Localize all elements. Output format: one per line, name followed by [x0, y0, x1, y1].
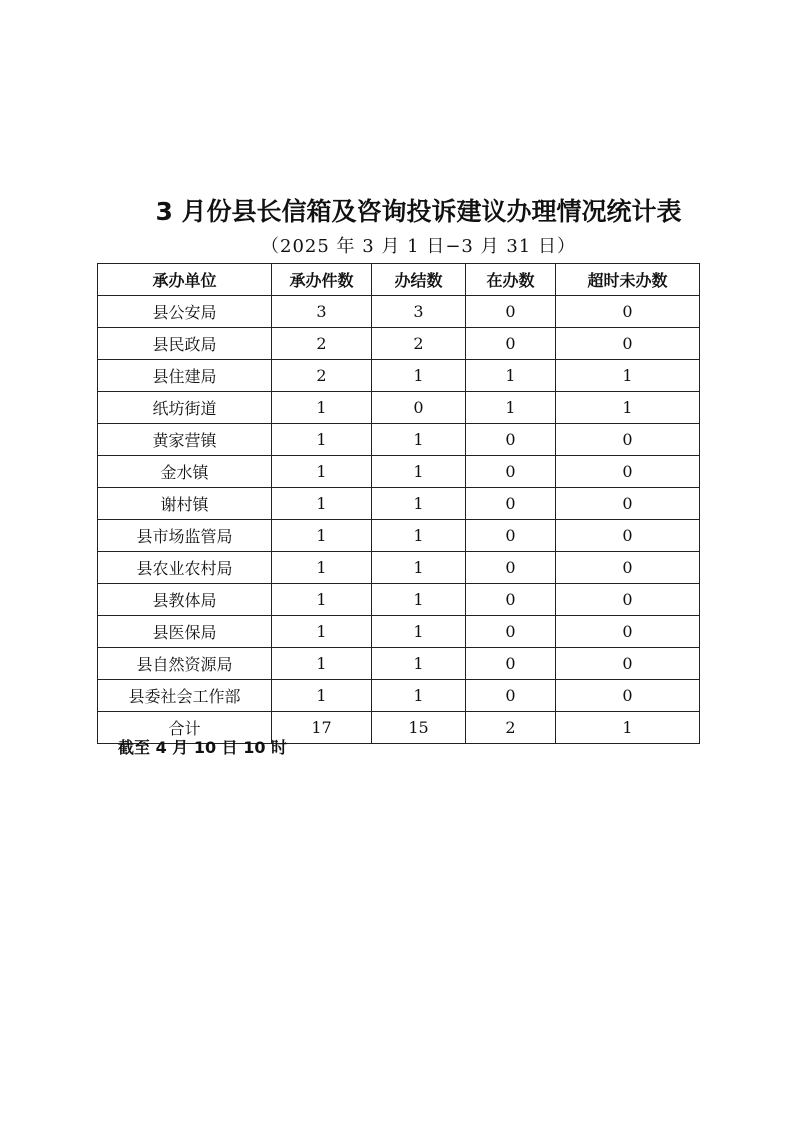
- header-received: 承办件数: [272, 264, 372, 296]
- table-row: [98, 392, 700, 424]
- cell-overdue: 0: [556, 520, 700, 552]
- cell-in-progress: 0: [466, 296, 556, 328]
- cell-received: 2: [272, 328, 372, 360]
- cell-unit: 县公安局: [98, 296, 272, 328]
- cell-overdue: 0: [556, 296, 700, 328]
- cell-unit: 县民政局: [98, 328, 272, 360]
- cell-overdue: 0: [556, 680, 700, 712]
- cell-unit: 谢村镇: [98, 488, 272, 520]
- cell-overdue: 0: [556, 552, 700, 584]
- cell-in-progress: 0: [466, 424, 556, 456]
- cell-unit: 县市场监管局: [98, 520, 272, 552]
- cell-received: 1: [272, 616, 372, 648]
- cell-completed: 2: [372, 328, 466, 360]
- cell-received: 1: [272, 648, 372, 680]
- header-in-progress: 在办数: [466, 264, 556, 296]
- total-label: 合计: [98, 712, 272, 744]
- cell-in-progress: 0: [466, 328, 556, 360]
- cell-in-progress: 0: [466, 488, 556, 520]
- cell-unit: 县农业农村局: [98, 552, 272, 584]
- cutoff-note: 截至 4 月 10 日 10 时: [118, 738, 288, 757]
- table-row: [98, 488, 700, 520]
- cell-completed: 1: [372, 424, 466, 456]
- table-row: [98, 680, 700, 712]
- cell-received: 1: [272, 424, 372, 456]
- total-received: 17: [272, 712, 372, 744]
- cell-overdue: 0: [556, 456, 700, 488]
- cell-in-progress: 1: [466, 360, 556, 392]
- header-unit: 承办单位: [98, 264, 272, 296]
- table-row: [98, 648, 700, 680]
- date-range: （2025 年 3 月 1 日−3 月 31 日）: [261, 236, 576, 257]
- cell-received: 1: [272, 680, 372, 712]
- statistics-table: [97, 263, 700, 744]
- total-in-progress: 2: [466, 712, 556, 744]
- total-overdue: 1: [556, 712, 700, 744]
- table-row: [98, 520, 700, 552]
- cell-received: 2: [272, 360, 372, 392]
- cell-in-progress: 0: [466, 520, 556, 552]
- cell-in-progress: 0: [466, 648, 556, 680]
- cell-unit: 纸坊街道: [98, 392, 272, 424]
- cell-overdue: 0: [556, 616, 700, 648]
- cell-overdue: 0: [556, 488, 700, 520]
- cell-overdue: 0: [556, 424, 700, 456]
- cell-unit: 黄家营镇: [98, 424, 272, 456]
- cell-completed: 1: [372, 456, 466, 488]
- cell-unit: 县医保局: [98, 616, 272, 648]
- header-completed: 办结数: [372, 264, 466, 296]
- cell-overdue: 1: [556, 360, 700, 392]
- cell-completed: 1: [372, 488, 466, 520]
- table-row: [98, 360, 700, 392]
- cell-received: 1: [272, 552, 372, 584]
- cell-overdue: 0: [556, 328, 700, 360]
- table-row: [98, 296, 700, 328]
- table-row: [98, 328, 700, 360]
- cell-completed: 1: [372, 360, 466, 392]
- cell-received: 1: [272, 520, 372, 552]
- cell-in-progress: 0: [466, 584, 556, 616]
- cell-in-progress: 0: [466, 552, 556, 584]
- cell-in-progress: 1: [466, 392, 556, 424]
- cell-unit: 县教体局: [98, 584, 272, 616]
- cell-completed: 1: [372, 680, 466, 712]
- cell-completed: 1: [372, 584, 466, 616]
- page-title: 3 月份县长信箱及咨询投诉建议办理情况统计表: [155, 197, 682, 226]
- cell-overdue: 0: [556, 584, 700, 616]
- cell-received: 1: [272, 456, 372, 488]
- cell-completed: 1: [372, 648, 466, 680]
- cell-in-progress: 0: [466, 456, 556, 488]
- total-completed: 15: [372, 712, 466, 744]
- cell-completed: 1: [372, 552, 466, 584]
- cell-completed: 1: [372, 616, 466, 648]
- header-overdue: 超时未办数: [556, 264, 700, 296]
- table-header-row: [98, 264, 700, 296]
- table-row: [98, 552, 700, 584]
- cell-received: 1: [272, 488, 372, 520]
- table-row: [98, 456, 700, 488]
- cell-received: 3: [272, 296, 372, 328]
- cell-unit: 县自然资源局: [98, 648, 272, 680]
- cell-completed: 3: [372, 296, 466, 328]
- cell-completed: 0: [372, 392, 466, 424]
- cell-in-progress: 0: [466, 616, 556, 648]
- cell-received: 1: [272, 584, 372, 616]
- table-row: [98, 424, 700, 456]
- cell-received: 1: [272, 392, 372, 424]
- table-row: [98, 584, 700, 616]
- cell-overdue: 1: [556, 392, 700, 424]
- cell-unit: 县委社会工作部: [98, 680, 272, 712]
- cell-overdue: 0: [556, 648, 700, 680]
- cell-in-progress: 0: [466, 680, 556, 712]
- cell-completed: 1: [372, 520, 466, 552]
- table-row: [98, 616, 700, 648]
- cell-unit: 县住建局: [98, 360, 272, 392]
- cell-unit: 金水镇: [98, 456, 272, 488]
